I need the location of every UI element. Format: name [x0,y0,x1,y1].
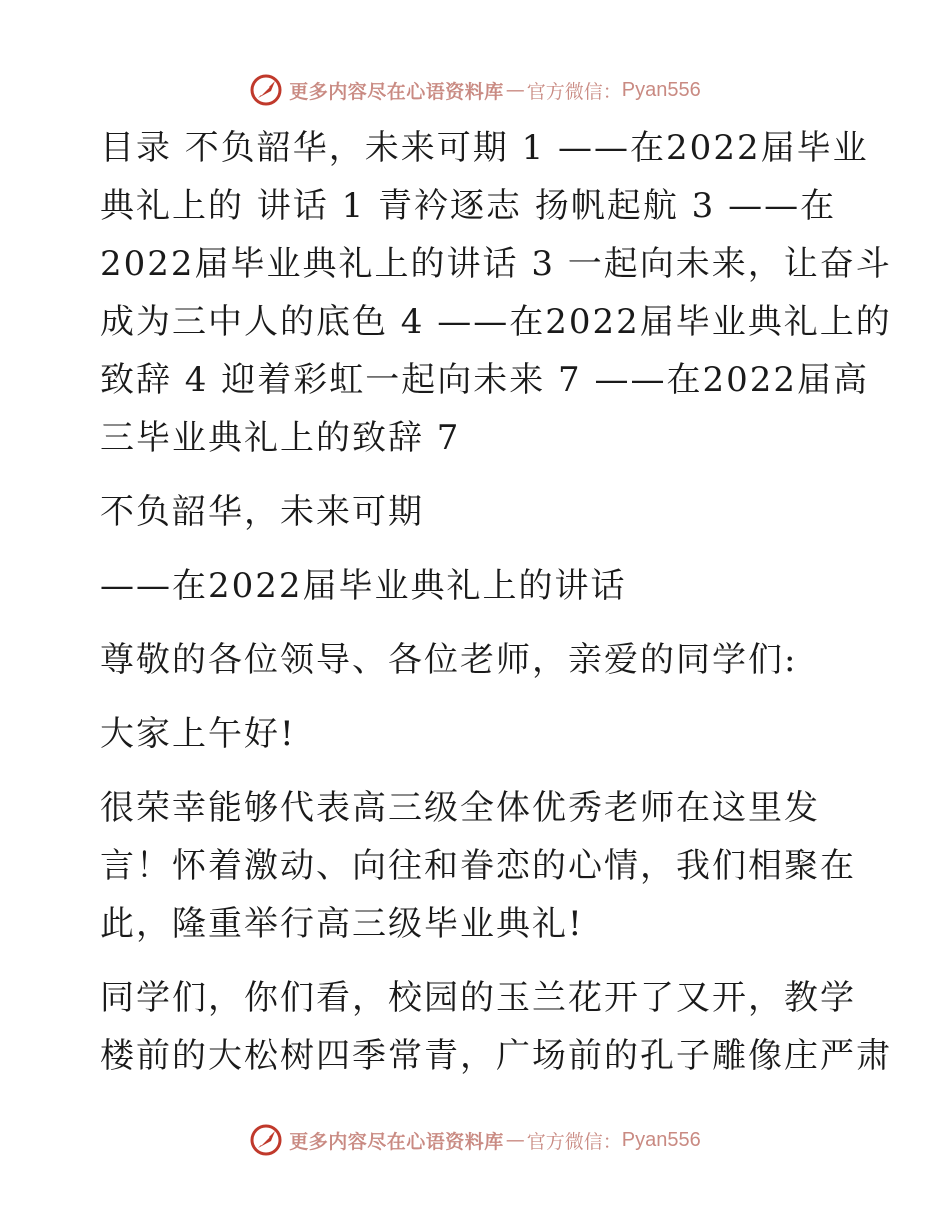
toc-line-5: 致辞 4 迎着彩虹一起向未来 7 ——在2022届高 [100,360,870,400]
toc-line-3: 2022届毕业典礼上的讲话 3 一起向未来，让奋斗 [100,244,892,284]
greeting: 大家上午好! [100,714,296,754]
toc-line-1: 目录 不负韶华，未来可期 1 ——在2022届毕业 [100,128,869,168]
watermark-brand: 更多内容尽在心语资料库 [289,80,504,103]
section-subtitle: ——在2022届毕业典礼上的讲话 [100,566,627,606]
section-title: 不负韶华，未来可期 [100,492,424,532]
paragraph-1-line-3: 此，隆重举行高三级毕业典礼! [100,904,584,944]
watermark-dash: — [505,79,525,101]
quill-logo-icon [249,73,283,107]
watermark-wechat-id: Pyan556 [621,78,701,101]
paragraph-1-line-2: 言！怀着激动、向往和眷恋的心情，我们相聚在 [100,846,856,886]
watermark-wechat-id: Pyan556 [621,1128,701,1151]
watermark-header [0,70,950,110]
toc-line-6: 三毕业典礼上的致辞 7 [100,418,461,458]
paragraph-2-line-2: 楼前的大松树四季常青，广场前的孔子雕像庄严肃 [100,1036,892,1076]
paragraph-1-line-1: 很荣幸能够代表高三级全体优秀老师在这里发 [100,788,820,828]
watermark-dash: — [505,1129,525,1151]
watermark-wechat-label: 官方微信： [526,80,622,103]
watermark-footer [0,1120,950,1160]
toc-line-2: 典礼上的 讲话 1 青衿逐志 扬帆起航 3 ——在 [100,186,837,226]
quill-logo-icon [249,1123,283,1157]
watermark-brand: 更多内容尽在心语资料库 [289,1130,504,1153]
paragraph-2-line-1: 同学们，你们看，校园的玉兰花开了又开，教学 [100,978,856,1018]
salutation: 尊敬的各位领导、各位老师，亲爱的同学们: [100,640,798,680]
toc-line-4: 成为三中人的底色 4 ——在2022届毕业典礼上的 [100,302,892,342]
watermark-wechat-label: 官方微信： [526,1130,622,1153]
